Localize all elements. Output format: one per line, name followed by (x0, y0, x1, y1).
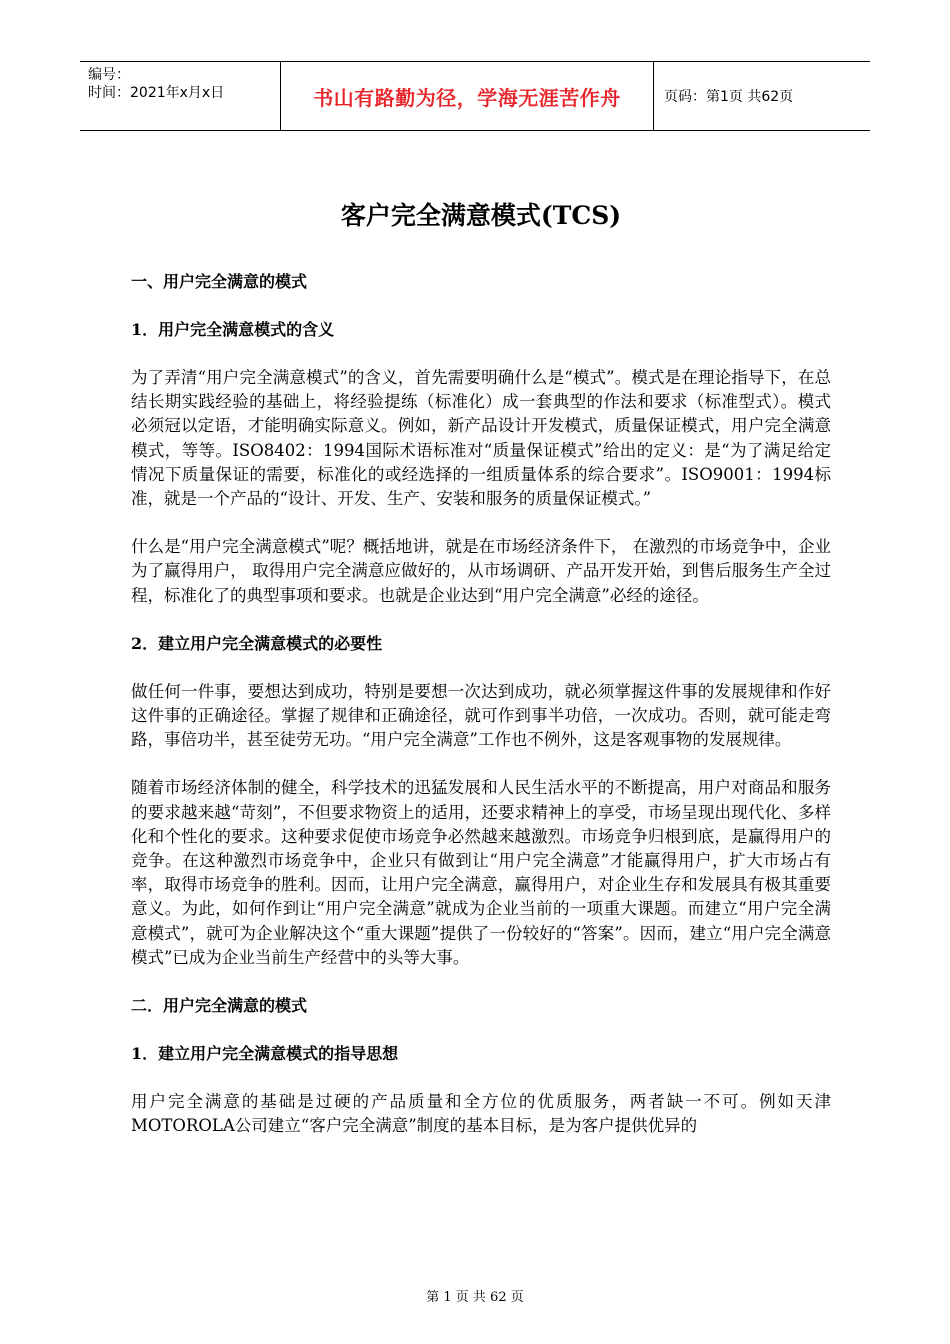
header-meta (80, 62, 281, 130)
header-motto: 书山有路勤为径，学海无涯苦作舟 (281, 62, 654, 130)
header-page-info: 页码：第1页 共62页 (664, 89, 794, 105)
subsection-heading: 1．建立用户完全满意模式的指导思想 (131, 1044, 399, 1064)
document-body (131, 196, 831, 1162)
section-heading: 一、用户完全满意的模式 (131, 272, 308, 291)
page-header (80, 61, 870, 131)
paragraph: 做任何一件事，要想达到成功，特别是要想一次达到成功，就必须掌握这件事的发展规律和作好这件事的正确途径。掌握了规律和正确途径，就可作到事半功倍，一次成功。否则，就可能走弯路，事倍功半，甚至徒劳无功。“用户完全满意”工作也不例外，这是客观事物的发展规律。 (131, 681, 831, 750)
document-title: 客户完全满意模式(TCS) (340, 201, 622, 230)
paragraph: 用户完全满意的基础是过硬的产品质量和全方位的优质服务，两者缺一不可。例如天津MOTOROLA公司建立“客户完全满意”制度的基本目标，是为客户提供优异的 (131, 1092, 831, 1136)
document-number-label: 编号： (88, 67, 130, 83)
document-time-label: 时间：2021年x月x日 (88, 85, 225, 101)
paragraph: 为了弄清“用户完全满意模式”的含义，首先需要明确什么是“模式”。模式是在理论指导下，在总结长期实践经验的基础上，将经验提练（标准化）成一套典型的作法和要求（标准型式）。模式必须冠以定语，才能明确实际意义。例如，新产品设计开发模式，质量保证模式，用户完全满意模式，等等。ISO8402：1994国际术语标准对“质量保证模式”给出的定义：是“为了满足给定情况下质量保证的需要，标准化的或经选择的一组质量体系的综合要求”。ISO9001：1994标准，就是一个产品的“设计、开发、生产、安装和服务的质量保证模式。” (131, 368, 831, 509)
page-footer: 第 1 页 共 62 页 (426, 1290, 524, 1305)
section-heading: 二．用户完全满意的模式 (131, 996, 308, 1016)
subsection-heading: 1．用户完全满意模式的含义 (131, 320, 335, 339)
paragraph: 什么是“用户完全满意模式”呢？概括地讲，就是在市场经济条件下， 在激烈的市场竞争中，企业为了赢得用户， 取得用户完全满意应做好的，从市场调研、产品开发开始，到售后服务生产全过程，标准化了的典型事项和要求。也就是企业达到“用户完全满意”必经的途径。 (131, 537, 831, 605)
subsection-heading: 2．建立用户完全满意模式的必要性 (131, 633, 383, 653)
paragraph: 随着市场经济体制的健全，科学技术的迅猛发展和人民生活水平的不断提高，用户对商品和服务的要求越来越“苛刻”，不但要求物资上的适用，还要求精神上的享受，市场呈现出现代化、多样化和个性化的要求。这种要求促使市场竞争必然越来越激烈。市场竞争归根到底，是赢得用户的竞争。在这种激烈市场竞争中，企业只有做到让“用户完全满意”才能赢得用户，扩大市场占有率，取得市场竞争的胜利。因而，让用户完全满意，赢得用户，对企业生存和发展具有极其重要意义。为此，如何作到让“用户完全满意”就成为企业当前的一项重大课题。而建立“用户完全满意模式”，就可为企业解决这个“重大课题”提供了一份较好的“答案”。因而，建立“用户完全满意模式”已成为企业当前生产经营中的头等大事。 (131, 778, 831, 967)
